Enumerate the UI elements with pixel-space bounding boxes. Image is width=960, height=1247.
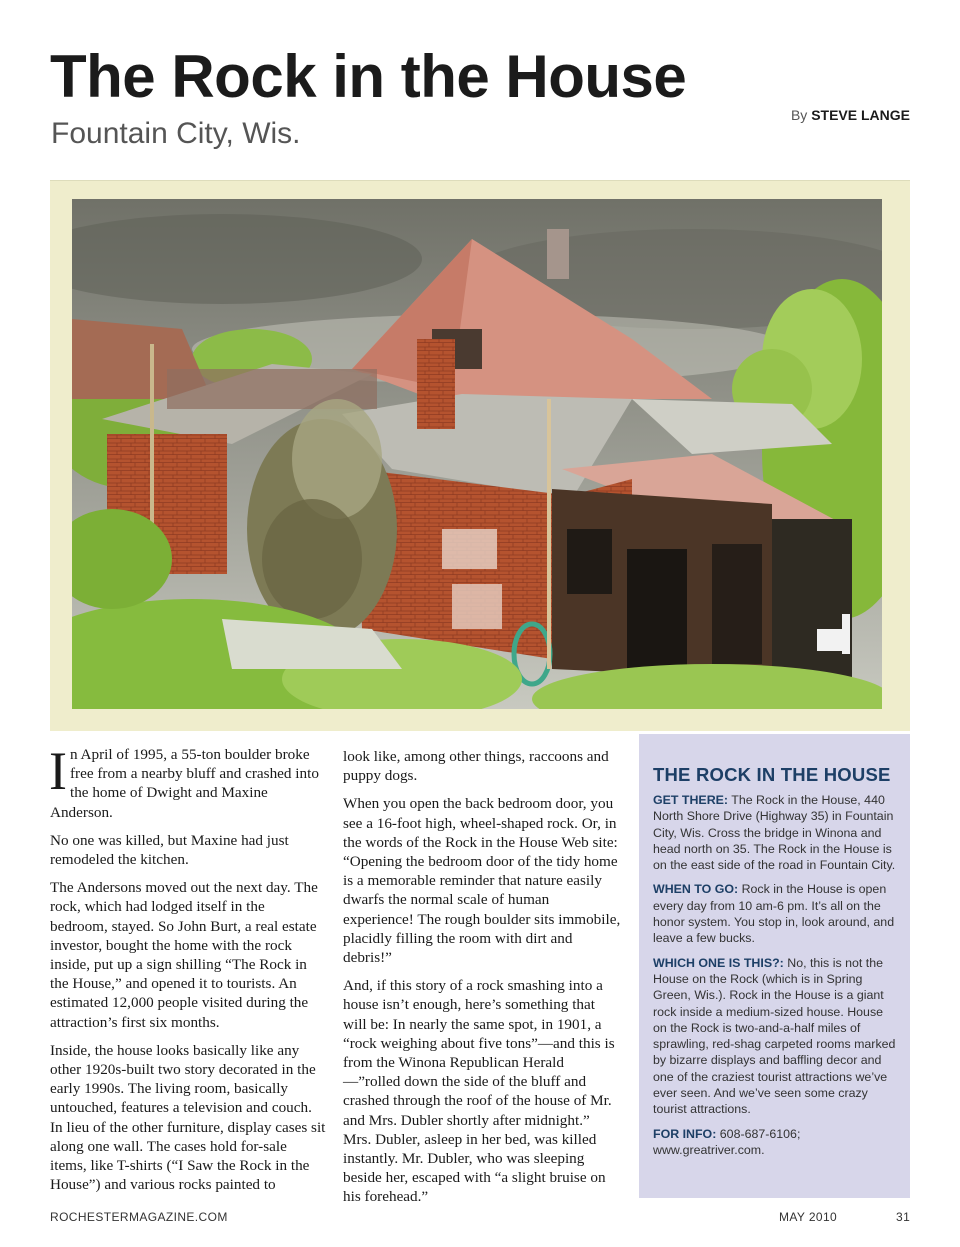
- paragraph: No one was killed, but Maxine had just remodeled the kitchen.: [50, 831, 289, 869]
- article-subtitle: Fountain City, Wis.: [51, 117, 301, 150]
- article-column-2: [343, 747, 621, 1216]
- sidebar-item-when-to-go: WHEN TO GO: Rock in the House is open every day from 10 am-6 pm. It’s all on the honor system. You stop in, look around, and leave a few bucks.: [653, 882, 895, 946]
- article-title: The Rock in the House: [50, 43, 687, 110]
- dropcap: I: [49, 741, 67, 801]
- sidebar-item-get-there: GET THERE: The Rock in the House, 440 North Shore Drive (Highway 35) in Fountain City, Wis. Cross the bridge in Winona and head north on 35. The Rock in the House is on the east side of the road in Fountain City.: [653, 793, 896, 873]
- paragraph: And, if this story of a rock smashing into a house isn’t enough, here’s something that will be: In nearly the same spot, in 1901, a “rock weighing about five tons”—and this is from the Winona Republican Herald—”rolled down the side of the bluff and crashed through the roof of the house of Mr. and Mrs. Dubler shortly after midnight.” Mrs. Dubler, asleep in her bed, was killed instantly. Mr. Dubler, who was sleeping beside her, escaped with “a slight bruise on his forehead.”: [343, 977, 615, 1206]
- article-column-1: [49, 741, 326, 1203]
- paragraph: When you open the back bedroom door, you see a 16-foot high, wheel-shaped rock. Or, in the words of the Rock in the House Web site: “Opening the bedroom door of the tidy home is a memorable reminder that nature easily dwarfs the normal scale of human experience! The rough boulder sits immobile, placidly filling the room with dirt and debris!”: [343, 795, 621, 967]
- byline-prefix: By: [790, 107, 808, 123]
- page-number: 31: [896, 1210, 911, 1224]
- byline-author: STEVE LANGE: [811, 107, 910, 123]
- paragraph: The Andersons moved out the next day. The rock, which had lodged itself in the bedroom, stayed. So John Burt, a real estate investor, bought the home with the rock inside, put up a sign shilling “The Rock in the House,” and opened it to tourists. An estimated 12,000 people visited during the attraction’s first six months.: [50, 879, 318, 1031]
- paragraph: [49, 741, 326, 822]
- byline: [791, 107, 910, 123]
- photo-frame: [50, 180, 910, 731]
- paragraph: Inside, the house looks basically like any other 1920s-built two story decorated in the early 1990s. The living room, basically untouched, features a television and couch. In lieu of the other furniture, display cases sit along one wall. The cases hold for-sale items, like T-shirts (“I Saw the Rock in the House”) and various rocks painted to: [50, 1041, 326, 1194]
- sidebar-item-which-one: WHICH ONE IS THIS?: No, this is not the House on the Rock (which is in Spring Green, Wis.). Rock in the House is a giant rock inside a medium-sized house. House on the Rock is two-and-a-half miles of sprawling, red-shag carpeted rooms marked by bizarre displays and baffling decor and one of the craziest tourist attractions we’ve ever seen. And we’ve seen some crazy tourist attractions.: [653, 955, 896, 1117]
- paragraph: look like, among other things, raccoons and puppy dogs.: [343, 748, 609, 785]
- house-photo-illustration: [72, 199, 882, 709]
- house-photo: [72, 199, 882, 709]
- footer-website[interactable]: ROCHESTERMAGAZINE.COM: [50, 1210, 228, 1224]
- footer-date: MAY 2010: [779, 1210, 838, 1224]
- paragraph-text: n April of 1995, a 55-ton boulder broke free from a nearby bluff and crashed into the home of Dwight and Maxine Anderson.: [50, 746, 319, 821]
- info-sidebar: [639, 734, 910, 1198]
- sidebar-item-for-info: FOR INFO: 608-687-6106; www.greatriver.com.: [653, 1126, 801, 1157]
- sidebar-heading: THE ROCK IN THE HOUSE: [653, 764, 891, 785]
